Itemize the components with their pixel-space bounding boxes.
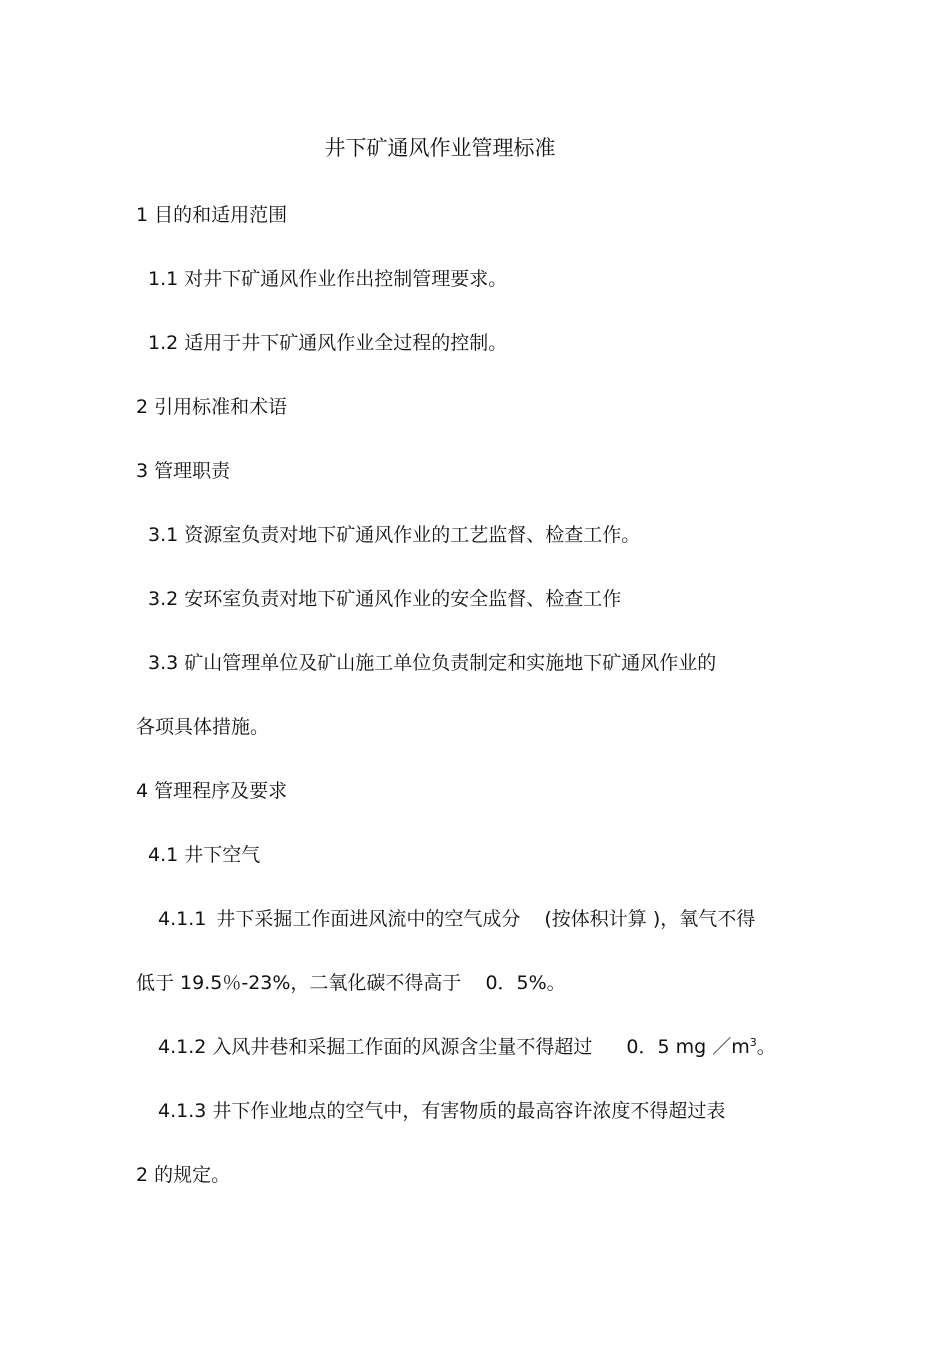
paragraph-text: 低于 19.5％-23%，二氧化碳不得高于 <box>136 972 462 994</box>
paragraph-3-2: 3.2 安环室负责对地下矿通风作业的安全监督、检查工作 <box>148 588 622 610</box>
paragraph-4-1-2 <box>158 1033 776 1061</box>
document-title: 井下矿通风作业管理标准 <box>324 136 556 160</box>
dust-limit-value: 0．5 mg ／m <box>626 1036 750 1058</box>
section-heading-4: 4 管理程序及要求 <box>136 780 288 802</box>
unit-superscript: 3 <box>749 1036 757 1049</box>
paragraph-number: 4.1.1 <box>158 908 207 930</box>
paragraph-3-3-continued: 各项具体措施。 <box>136 716 270 738</box>
paragraph-4-1-3: 4.1.3 井下作业地点的空气中，有害物质的最高容许浓度不得超过表 <box>158 1100 726 1122</box>
paragraph-1-1: 1.1 对井下矿通风作业作出控制管理要求。 <box>148 268 508 290</box>
section-heading-3: 3 管理职责 <box>136 460 231 482</box>
paragraph-text-end: 。 <box>756 1036 776 1058</box>
paragraph-text-end: (按体积计算 )，氧气不得 <box>544 908 756 930</box>
section-heading-2: 2 引用标准和术语 <box>136 396 288 418</box>
paragraph-1-2: 1.2 适用于井下矿通风作业全过程的控制。 <box>148 332 508 354</box>
co2-limit-value: 0．5%。 <box>485 972 566 994</box>
subsection-heading-4-1: 4.1 井下空气 <box>148 844 261 866</box>
paragraph-4-1-1 <box>158 905 755 933</box>
paragraph-3-1: 3.1 资源室负责对地下矿通风作业的工艺监督、检查工作。 <box>148 524 641 546</box>
paragraph-text: 4.1.2 入风井巷和采掘工作面的风源含尘量不得超过 <box>158 1036 593 1058</box>
section-heading-1: 1 目的和适用范围 <box>136 204 288 226</box>
paragraph-4-1-1-continued <box>136 969 566 997</box>
paragraph-3-3: 3.3 矿山管理单位及矿山施工单位负责制定和实施地下矿通风作业的 <box>148 652 717 674</box>
paragraph-4-1-3-continued: 2 的规定。 <box>136 1164 231 1186</box>
paragraph-text: 井下采掘工作面进风流中的空气成分 <box>216 908 521 930</box>
